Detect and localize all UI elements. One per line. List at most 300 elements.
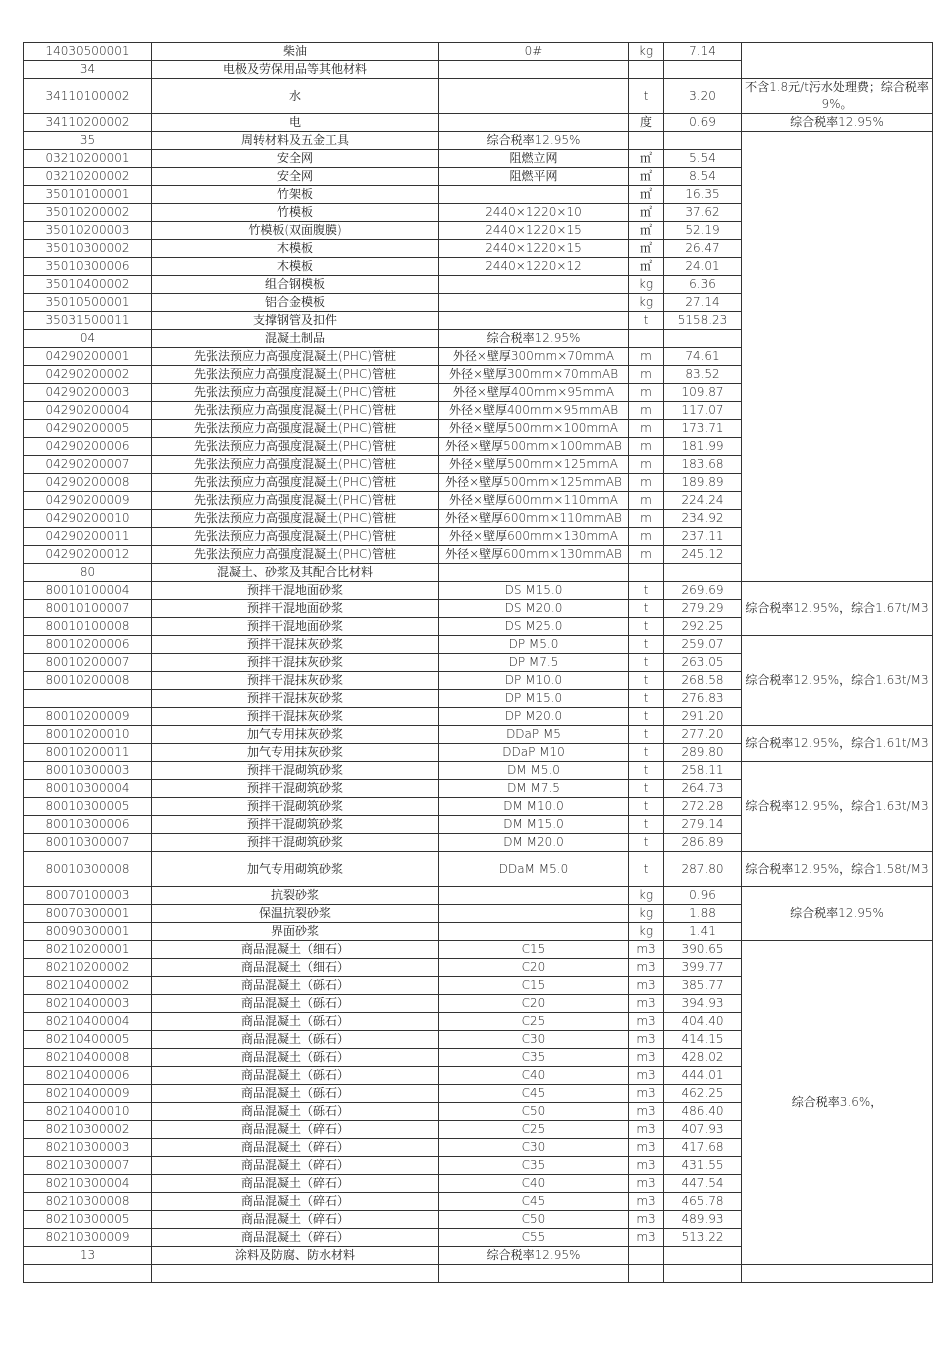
- code-cell: 80010100007: [24, 600, 152, 618]
- unit-cell: m: [629, 492, 664, 510]
- price-cell: 3.20: [664, 79, 742, 114]
- remark-cell: 综合税率12.95%，综合1.67t/M3: [742, 582, 933, 636]
- unit-cell: m3: [629, 1157, 664, 1175]
- code-cell: 04290200005: [24, 420, 152, 438]
- code-cell: 80210400006: [24, 1067, 152, 1085]
- price-cell: 272.28: [664, 798, 742, 816]
- unit-cell: t: [629, 672, 664, 690]
- name-cell: 柴油: [152, 43, 439, 61]
- unit-cell: m: [629, 474, 664, 492]
- code-cell: 35010100001: [24, 186, 152, 204]
- name-cell: 商品混凝土（碎石）: [152, 1139, 439, 1157]
- code-cell: 35010300002: [24, 240, 152, 258]
- code-cell: 80010100004: [24, 582, 152, 600]
- name-cell: 预拌干混抹灰砂浆: [152, 654, 439, 672]
- unit-cell: m3: [629, 977, 664, 995]
- spec-cell: 外径×壁厚400mm×95mmA: [439, 384, 629, 402]
- name-cell: 先张法预应力高强度混凝土(PHC)管桩: [152, 546, 439, 564]
- unit-cell: kg: [629, 923, 664, 941]
- price-cell: [664, 61, 742, 79]
- price-cell: 0.96: [664, 887, 742, 905]
- table-row: [24, 1265, 933, 1283]
- name-cell: 先张法预应力高强度混凝土(PHC)管桩: [152, 420, 439, 438]
- price-cell: 7.14: [664, 43, 742, 61]
- code-cell: 80010200007: [24, 654, 152, 672]
- name-cell: 木模板: [152, 258, 439, 276]
- code-cell: 80210400009: [24, 1085, 152, 1103]
- spec-cell: 阻燃平网: [439, 168, 629, 186]
- name-cell: 预拌干混砌筑砂浆: [152, 762, 439, 780]
- code-cell: 04290200011: [24, 528, 152, 546]
- spec-cell: 外径×壁厚600mm×130mmA: [439, 528, 629, 546]
- unit-cell: m: [629, 348, 664, 366]
- code-cell: 80210400005: [24, 1031, 152, 1049]
- name-cell: 电: [152, 114, 439, 132]
- code-cell: 80: [24, 564, 152, 582]
- spec-cell: 外径×壁厚500mm×100mmAB: [439, 438, 629, 456]
- price-cell: 1.88: [664, 905, 742, 923]
- unit-cell: t: [629, 690, 664, 708]
- price-cell: [664, 330, 742, 348]
- name-cell: 先张法预应力高强度混凝土(PHC)管桩: [152, 510, 439, 528]
- code-cell: 04290200003: [24, 384, 152, 402]
- remark-cell: [742, 132, 933, 582]
- spec-cell: 外径×壁厚600mm×130mmAB: [439, 546, 629, 564]
- price-cell: 26.47: [664, 240, 742, 258]
- spec-cell: 2440×1220×15: [439, 240, 629, 258]
- name-cell: 先张法预应力高强度混凝土(PHC)管桩: [152, 366, 439, 384]
- price-cell: 237.11: [664, 528, 742, 546]
- code-cell: 34: [24, 61, 152, 79]
- spec-cell: [439, 186, 629, 204]
- code-cell: 80070300001: [24, 905, 152, 923]
- code-cell: 80210300004: [24, 1175, 152, 1193]
- code-cell: 80010300003: [24, 762, 152, 780]
- name-cell: 商品混凝土（细石）: [152, 959, 439, 977]
- unit-cell: m3: [629, 1193, 664, 1211]
- material-price-table: [23, 42, 933, 1283]
- spec-cell: 外径×壁厚600mm×110mmA: [439, 492, 629, 510]
- name-cell: 预拌干混砌筑砂浆: [152, 780, 439, 798]
- price-cell: 258.11: [664, 762, 742, 780]
- table-body: [24, 43, 933, 1283]
- price-cell: 292.25: [664, 618, 742, 636]
- unit-cell: [629, 564, 664, 582]
- price-cell: 414.15: [664, 1031, 742, 1049]
- price-cell: 264.73: [664, 780, 742, 798]
- price-cell: 279.14: [664, 816, 742, 834]
- unit-cell: t: [629, 816, 664, 834]
- spec-cell: [439, 564, 629, 582]
- unit-cell: t: [629, 726, 664, 744]
- spec-cell: C50: [439, 1103, 629, 1121]
- table-row: [24, 887, 933, 905]
- name-cell: 组合钢模板: [152, 276, 439, 294]
- spec-cell: DDaP M10: [439, 744, 629, 762]
- code-cell: 80210300009: [24, 1229, 152, 1247]
- price-cell: 24.01: [664, 258, 742, 276]
- unit-cell: ㎡: [629, 186, 664, 204]
- unit-cell: ㎡: [629, 204, 664, 222]
- price-cell: 407.93: [664, 1121, 742, 1139]
- price-cell: 181.99: [664, 438, 742, 456]
- unit-cell: m: [629, 546, 664, 564]
- spec-cell: 外径×壁厚300mm×70mmAB: [439, 366, 629, 384]
- spec-cell: [439, 276, 629, 294]
- spec-cell: DP M10.0: [439, 672, 629, 690]
- spec-cell: 外径×壁厚500mm×125mmAB: [439, 474, 629, 492]
- spec-cell: [439, 294, 629, 312]
- remark-cell: 不含1.8元/t污水处理费；综合税率9%。: [742, 79, 933, 114]
- spec-cell: [439, 887, 629, 905]
- code-cell: 80210400002: [24, 977, 152, 995]
- unit-cell: kg: [629, 905, 664, 923]
- spec-cell: DDaP M5: [439, 726, 629, 744]
- code-cell: 35031500011: [24, 312, 152, 330]
- table-row: [24, 79, 933, 114]
- unit-cell: m: [629, 402, 664, 420]
- name-cell: 先张法预应力高强度混凝土(PHC)管桩: [152, 528, 439, 546]
- spec-cell: DM M20.0: [439, 834, 629, 852]
- code-cell: 03210200001: [24, 150, 152, 168]
- price-cell: 462.25: [664, 1085, 742, 1103]
- price-cell: 83.52: [664, 366, 742, 384]
- price-cell: 404.40: [664, 1013, 742, 1031]
- name-cell: 预拌干混砌筑砂浆: [152, 798, 439, 816]
- name-cell: 商品混凝土（砾石）: [152, 1031, 439, 1049]
- name-cell: 商品混凝土（碎石）: [152, 1121, 439, 1139]
- name-cell: 先张法预应力高强度混凝土(PHC)管桩: [152, 492, 439, 510]
- code-cell: 80010200006: [24, 636, 152, 654]
- unit-cell: m: [629, 456, 664, 474]
- unit-cell: ㎡: [629, 168, 664, 186]
- price-cell: 489.93: [664, 1211, 742, 1229]
- unit-cell: 度: [629, 114, 664, 132]
- code-cell: 35010200002: [24, 204, 152, 222]
- unit-cell: m3: [629, 1121, 664, 1139]
- remark-cell: [742, 43, 933, 79]
- unit-cell: m: [629, 384, 664, 402]
- code-cell: 04290200002: [24, 366, 152, 384]
- price-cell: 291.20: [664, 708, 742, 726]
- code-cell: 80210300008: [24, 1193, 152, 1211]
- code-cell: 80210300007: [24, 1157, 152, 1175]
- unit-cell: t: [629, 744, 664, 762]
- spec-cell: [439, 79, 629, 114]
- spec-cell: DS M20.0: [439, 600, 629, 618]
- price-cell: 390.65: [664, 941, 742, 959]
- unit-cell: kg: [629, 294, 664, 312]
- price-cell: 399.77: [664, 959, 742, 977]
- name-cell: 商品混凝土（砾石）: [152, 1067, 439, 1085]
- code-cell: 80210300003: [24, 1139, 152, 1157]
- name-cell: 商品混凝土（碎石）: [152, 1157, 439, 1175]
- remark-cell: 综合税率12.95%: [742, 887, 933, 941]
- spec-cell: DDaM M5.0: [439, 852, 629, 887]
- price-cell: 289.80: [664, 744, 742, 762]
- price-cell: 245.12: [664, 546, 742, 564]
- spec-cell: DP M7.5: [439, 654, 629, 672]
- spec-cell: C50: [439, 1211, 629, 1229]
- price-cell: 1.41: [664, 923, 742, 941]
- spec-cell: 综合税率12.95%: [439, 132, 629, 150]
- unit-cell: t: [629, 834, 664, 852]
- name-cell: 商品混凝土（细石）: [152, 941, 439, 959]
- unit-cell: m3: [629, 1229, 664, 1247]
- code-cell: 04290200006: [24, 438, 152, 456]
- code-cell: 35010500001: [24, 294, 152, 312]
- name-cell: 加气专用抹灰砂浆: [152, 726, 439, 744]
- name-cell: 安全网: [152, 150, 439, 168]
- table-row: [24, 636, 933, 654]
- name-cell: 预拌干混地面砂浆: [152, 600, 439, 618]
- code-cell: 80210200002: [24, 959, 152, 977]
- unit-cell: m3: [629, 1067, 664, 1085]
- spec-cell: [439, 61, 629, 79]
- price-cell: [664, 1265, 742, 1283]
- price-cell: 27.14: [664, 294, 742, 312]
- price-cell: 8.54: [664, 168, 742, 186]
- spec-cell: C45: [439, 1193, 629, 1211]
- price-cell: 224.24: [664, 492, 742, 510]
- name-cell: 预拌干混抹灰砂浆: [152, 636, 439, 654]
- code-cell: [24, 1265, 152, 1283]
- name-cell: 商品混凝土（碎石）: [152, 1211, 439, 1229]
- price-cell: 447.54: [664, 1175, 742, 1193]
- code-cell: 34110100002: [24, 79, 152, 114]
- unit-cell: m3: [629, 1031, 664, 1049]
- unit-cell: m3: [629, 995, 664, 1013]
- name-cell: 周转材料及五金工具: [152, 132, 439, 150]
- code-cell: 80010200010: [24, 726, 152, 744]
- price-cell: 173.71: [664, 420, 742, 438]
- name-cell: 支撑钢管及扣件: [152, 312, 439, 330]
- unit-cell: ㎡: [629, 258, 664, 276]
- spec-cell: C40: [439, 1175, 629, 1193]
- price-cell: 5158.23: [664, 312, 742, 330]
- name-cell: 先张法预应力高强度混凝土(PHC)管桩: [152, 456, 439, 474]
- price-cell: [664, 1247, 742, 1265]
- price-cell: 16.35: [664, 186, 742, 204]
- spec-cell: 0#: [439, 43, 629, 61]
- code-cell: 80010200008: [24, 672, 152, 690]
- unit-cell: m: [629, 510, 664, 528]
- spec-cell: C25: [439, 1013, 629, 1031]
- remark-cell: 综合税率12.95%，综合1.58t/M3: [742, 852, 933, 887]
- name-cell: 保温抗裂砂浆: [152, 905, 439, 923]
- name-cell: 预拌干混砌筑砂浆: [152, 834, 439, 852]
- spec-cell: [439, 905, 629, 923]
- name-cell: 界面砂浆: [152, 923, 439, 941]
- spec-cell: 外径×壁厚300mm×70mmA: [439, 348, 629, 366]
- name-cell: 安全网: [152, 168, 439, 186]
- price-cell: 234.92: [664, 510, 742, 528]
- code-cell: 80010200009: [24, 708, 152, 726]
- name-cell: 水: [152, 79, 439, 114]
- code-cell: 80010300006: [24, 816, 152, 834]
- spec-cell: 综合税率12.95%: [439, 1247, 629, 1265]
- code-cell: 34110200002: [24, 114, 152, 132]
- code-cell: 80210400003: [24, 995, 152, 1013]
- name-cell: [152, 1265, 439, 1283]
- name-cell: 预拌干混地面砂浆: [152, 582, 439, 600]
- code-cell: 04: [24, 330, 152, 348]
- unit-cell: kg: [629, 43, 664, 61]
- code-cell: 80210300005: [24, 1211, 152, 1229]
- name-cell: 预拌干混砌筑砂浆: [152, 816, 439, 834]
- price-cell: 263.05: [664, 654, 742, 672]
- unit-cell: t: [629, 654, 664, 672]
- name-cell: 加气专用砌筑砂浆: [152, 852, 439, 887]
- table-row: [24, 132, 933, 150]
- code-cell: 04290200007: [24, 456, 152, 474]
- unit-cell: ㎡: [629, 240, 664, 258]
- price-cell: 431.55: [664, 1157, 742, 1175]
- spec-cell: DM M7.5: [439, 780, 629, 798]
- unit-cell: [629, 330, 664, 348]
- spec-cell: [439, 1265, 629, 1283]
- unit-cell: t: [629, 852, 664, 887]
- unit-cell: m3: [629, 1103, 664, 1121]
- name-cell: 混凝土制品: [152, 330, 439, 348]
- name-cell: 加气专用抹灰砂浆: [152, 744, 439, 762]
- spec-cell: 综合税率12.95%: [439, 330, 629, 348]
- code-cell: 80010300007: [24, 834, 152, 852]
- name-cell: 木模板: [152, 240, 439, 258]
- code-cell: 04290200001: [24, 348, 152, 366]
- code-cell: 13: [24, 1247, 152, 1265]
- name-cell: 先张法预应力高强度混凝土(PHC)管桩: [152, 474, 439, 492]
- remark-cell: [742, 1265, 933, 1283]
- price-cell: 183.68: [664, 456, 742, 474]
- price-cell: 276.83: [664, 690, 742, 708]
- price-cell: 287.80: [664, 852, 742, 887]
- unit-cell: m3: [629, 1139, 664, 1157]
- code-cell: 35: [24, 132, 152, 150]
- price-cell: 513.22: [664, 1229, 742, 1247]
- unit-cell: t: [629, 798, 664, 816]
- remark-cell: 综合税率12.95%，综合1.63t/M3: [742, 636, 933, 726]
- table-row: [24, 726, 933, 744]
- spec-cell: C30: [439, 1139, 629, 1157]
- unit-cell: t: [629, 600, 664, 618]
- price-cell: [664, 564, 742, 582]
- name-cell: 抗裂砂浆: [152, 887, 439, 905]
- price-cell: 37.62: [664, 204, 742, 222]
- unit-cell: m3: [629, 959, 664, 977]
- spec-cell: 2440×1220×10: [439, 204, 629, 222]
- spec-cell: C20: [439, 959, 629, 977]
- code-cell: 04290200012: [24, 546, 152, 564]
- table-row: [24, 941, 933, 959]
- table-row: [24, 852, 933, 887]
- price-cell: 385.77: [664, 977, 742, 995]
- code-cell: 35010300006: [24, 258, 152, 276]
- unit-cell: [629, 61, 664, 79]
- table-row: [24, 114, 933, 132]
- price-cell: 465.78: [664, 1193, 742, 1211]
- unit-cell: m: [629, 366, 664, 384]
- unit-cell: m3: [629, 1049, 664, 1067]
- code-cell: 80010300008: [24, 852, 152, 887]
- unit-cell: kg: [629, 276, 664, 294]
- spec-cell: C15: [439, 941, 629, 959]
- unit-cell: m: [629, 528, 664, 546]
- unit-cell: t: [629, 618, 664, 636]
- price-cell: 74.61: [664, 348, 742, 366]
- code-cell: 35010200003: [24, 222, 152, 240]
- remark-cell: 综合税率3.6%，: [742, 941, 933, 1265]
- name-cell: 商品混凝土（砾石）: [152, 995, 439, 1013]
- unit-cell: m3: [629, 1211, 664, 1229]
- name-cell: 商品混凝土（碎石）: [152, 1193, 439, 1211]
- spec-cell: DP M15.0: [439, 690, 629, 708]
- remark-cell: 综合税率12.95%，综合1.63t/M3: [742, 762, 933, 852]
- spec-cell: C35: [439, 1157, 629, 1175]
- code-cell: 04290200004: [24, 402, 152, 420]
- unit-cell: ㎡: [629, 222, 664, 240]
- unit-cell: m3: [629, 1085, 664, 1103]
- unit-cell: [629, 1247, 664, 1265]
- price-cell: 394.93: [664, 995, 742, 1013]
- unit-cell: t: [629, 312, 664, 330]
- unit-cell: t: [629, 708, 664, 726]
- name-cell: 商品混凝土（砾石）: [152, 1049, 439, 1067]
- name-cell: 竹模板: [152, 204, 439, 222]
- table-row: [24, 43, 933, 61]
- name-cell: 竹架板: [152, 186, 439, 204]
- name-cell: 先张法预应力高强度混凝土(PHC)管桩: [152, 402, 439, 420]
- price-cell: 417.68: [664, 1139, 742, 1157]
- code-cell: 80070100003: [24, 887, 152, 905]
- name-cell: 涂料及防腐、防水材料: [152, 1247, 439, 1265]
- name-cell: 预拌干混抹灰砂浆: [152, 690, 439, 708]
- price-cell: [664, 132, 742, 150]
- spec-cell: 外径×壁厚400mm×95mmAB: [439, 402, 629, 420]
- unit-cell: ㎡: [629, 150, 664, 168]
- unit-cell: t: [629, 762, 664, 780]
- name-cell: 商品混凝土（砾石）: [152, 1013, 439, 1031]
- price-cell: 269.69: [664, 582, 742, 600]
- price-cell: 5.54: [664, 150, 742, 168]
- name-cell: 预拌干混抹灰砂浆: [152, 672, 439, 690]
- spec-cell: DM M5.0: [439, 762, 629, 780]
- spec-cell: [439, 923, 629, 941]
- spec-cell: [439, 114, 629, 132]
- price-cell: 268.58: [664, 672, 742, 690]
- price-cell: 444.01: [664, 1067, 742, 1085]
- code-cell: 04290200009: [24, 492, 152, 510]
- unit-cell: t: [629, 780, 664, 798]
- code-cell: 80210300002: [24, 1121, 152, 1139]
- code-cell: 80010300004: [24, 780, 152, 798]
- spec-cell: C30: [439, 1031, 629, 1049]
- name-cell: 混凝土、砂浆及其配合比材料: [152, 564, 439, 582]
- spec-cell: 2440×1220×12: [439, 258, 629, 276]
- spec-cell: C35: [439, 1049, 629, 1067]
- code-cell: 80010300005: [24, 798, 152, 816]
- name-cell: 商品混凝土（碎石）: [152, 1229, 439, 1247]
- code-cell: 80210400010: [24, 1103, 152, 1121]
- code-cell: 35010400002: [24, 276, 152, 294]
- price-cell: 428.02: [664, 1049, 742, 1067]
- spec-cell: DP M20.0: [439, 708, 629, 726]
- spec-cell: DP M5.0: [439, 636, 629, 654]
- name-cell: 商品混凝土（砾石）: [152, 1085, 439, 1103]
- price-cell: 279.29: [664, 600, 742, 618]
- name-cell: 商品混凝土（碎石）: [152, 1175, 439, 1193]
- spec-cell: DS M25.0: [439, 618, 629, 636]
